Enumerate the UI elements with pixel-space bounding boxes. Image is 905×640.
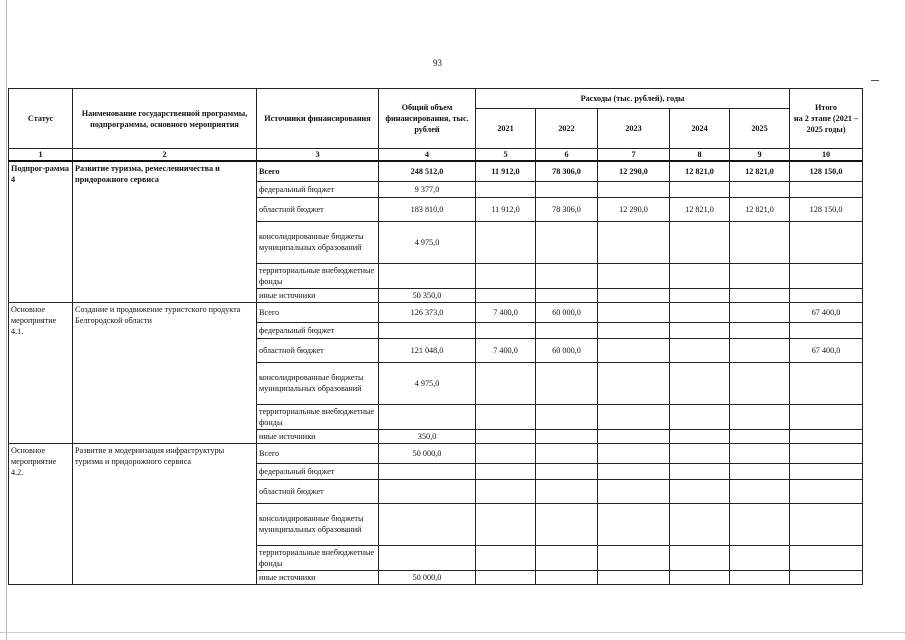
total-cell: 9 377,0: [379, 181, 476, 197]
year-value-cell: [730, 404, 790, 429]
program-name-cell: Развитие и модернизация инфраструктуры туризма и придорожного сервиса: [73, 443, 257, 584]
table-row: [9, 161, 863, 181]
year-value-cell: [730, 545, 790, 570]
total-cell: 350,0: [379, 429, 476, 443]
year-value-cell: [730, 443, 790, 463]
year-value-cell: 7 400,0: [476, 302, 536, 322]
year-value-cell: [536, 181, 598, 197]
scan-edge-bottom: [0, 632, 905, 633]
year-value-cell: [476, 570, 536, 584]
header-year: 2024: [670, 109, 730, 149]
year-value-cell: [730, 181, 790, 197]
column-number: 9: [730, 149, 790, 162]
year-value-cell: [670, 288, 730, 302]
year-value-cell: 12 290,0: [598, 161, 670, 181]
column-number: 4: [379, 149, 476, 162]
itogo-cell: [790, 404, 863, 429]
year-value-cell: [598, 338, 670, 362]
year-value-cell: 12 821,0: [730, 197, 790, 221]
total-cell: 50 350,0: [379, 288, 476, 302]
year-value-cell: [476, 288, 536, 302]
total-cell: [379, 322, 476, 338]
year-value-cell: [598, 322, 670, 338]
status-cell: Подпрог-рамма 4: [9, 161, 73, 302]
source-cell: иные источники: [257, 288, 379, 302]
year-value-cell: [536, 404, 598, 429]
year-value-cell: [598, 570, 670, 584]
year-value-cell: [670, 545, 730, 570]
year-value-cell: [598, 288, 670, 302]
itogo-cell: 67 400,0: [790, 302, 863, 322]
year-value-cell: [536, 570, 598, 584]
year-value-cell: [536, 463, 598, 479]
year-value-cell: 78 306,0: [536, 197, 598, 221]
scan-mark: [871, 80, 879, 81]
header-itogo: [790, 89, 863, 149]
source-cell: консолидированные бюджеты муниципальных образований: [257, 221, 379, 263]
year-value-cell: [670, 479, 730, 503]
source-cell: областной бюджет: [257, 479, 379, 503]
year-value-cell: [670, 362, 730, 404]
year-value-cell: [670, 463, 730, 479]
year-value-cell: [536, 362, 598, 404]
source-cell: федеральный бюджет: [257, 463, 379, 479]
column-number: 8: [670, 149, 730, 162]
itogo-cell: [790, 322, 863, 338]
year-value-cell: [536, 429, 598, 443]
total-cell: 50 000,0: [379, 443, 476, 463]
year-value-cell: [730, 288, 790, 302]
year-value-cell: [476, 322, 536, 338]
header-year: 2023: [598, 109, 670, 149]
year-value-cell: [730, 429, 790, 443]
total-cell: [379, 479, 476, 503]
year-value-cell: [598, 181, 670, 197]
year-value-cell: 60 000,0: [536, 302, 598, 322]
year-value-cell: [730, 338, 790, 362]
year-value-cell: [670, 221, 730, 263]
year-value-cell: 11 912,0: [476, 197, 536, 221]
year-value-cell: [598, 263, 670, 288]
year-value-cell: 12 821,0: [670, 161, 730, 181]
itogo-cell: [790, 288, 863, 302]
source-cell: областной бюджет: [257, 338, 379, 362]
total-cell: [379, 503, 476, 545]
program-name-cell: Создание и продвижение туристского продукта Белгородской области: [73, 302, 257, 443]
year-value-cell: 7 400,0: [476, 338, 536, 362]
header-itogo-title: Итого: [815, 103, 838, 112]
total-cell: [379, 404, 476, 429]
scan-edge-left: [6, 0, 7, 640]
year-value-cell: [598, 463, 670, 479]
year-value-cell: [536, 322, 598, 338]
year-value-cell: [670, 338, 730, 362]
year-value-cell: 78 306,0: [536, 161, 598, 181]
total-cell: 121 048,0: [379, 338, 476, 362]
source-cell: федеральный бюджет: [257, 181, 379, 197]
year-value-cell: [730, 362, 790, 404]
total-cell: 183 810,0: [379, 197, 476, 221]
column-number: 6: [536, 149, 598, 162]
source-cell: иные источники: [257, 429, 379, 443]
column-number: 10: [790, 149, 863, 162]
year-value-cell: [476, 503, 536, 545]
year-value-cell: [670, 429, 730, 443]
year-value-cell: [730, 503, 790, 545]
itogo-cell: [790, 503, 863, 545]
table-row: [9, 443, 863, 463]
year-value-cell: [598, 362, 670, 404]
financing-table: [8, 88, 863, 585]
itogo-cell: 128 150,0: [790, 197, 863, 221]
itogo-cell: [790, 545, 863, 570]
year-value-cell: [670, 263, 730, 288]
year-value-cell: [476, 263, 536, 288]
itogo-cell: [790, 221, 863, 263]
year-value-cell: [476, 479, 536, 503]
year-value-cell: [670, 570, 730, 584]
header-name: Наименование государственной программы, подпрограммы, основного мероприятия: [73, 89, 257, 149]
total-cell: 4 975,0: [379, 221, 476, 263]
year-value-cell: 12 821,0: [670, 197, 730, 221]
year-value-cell: [730, 221, 790, 263]
year-value-cell: [730, 463, 790, 479]
year-value-cell: [730, 302, 790, 322]
source-cell: консолидированные бюджеты муниципальных образований: [257, 362, 379, 404]
itogo-cell: [790, 570, 863, 584]
itogo-cell: 67 400,0: [790, 338, 863, 362]
itogo-cell: [790, 181, 863, 197]
header-expenses: Расходы (тыс. рублей), годы: [476, 89, 790, 109]
year-value-cell: [476, 404, 536, 429]
source-cell: консолидированные бюджеты муниципальных образований: [257, 503, 379, 545]
total-cell: [379, 545, 476, 570]
itogo-cell: [790, 443, 863, 463]
source-cell: территориальные внебюджетные фонды: [257, 545, 379, 570]
header-sources: Источники финансирования: [257, 89, 379, 149]
header-total: Общий объем финансирования, тыс. рублей: [379, 89, 476, 149]
year-value-cell: [598, 443, 670, 463]
header-itogo-sub: на 2 этапе (2021 – 2025 годы): [793, 114, 859, 134]
year-value-cell: 12 821,0: [730, 161, 790, 181]
year-value-cell: [476, 362, 536, 404]
year-value-cell: [536, 221, 598, 263]
year-value-cell: 60 000,0: [536, 338, 598, 362]
year-value-cell: [730, 263, 790, 288]
itogo-cell: [790, 463, 863, 479]
itogo-cell: [790, 263, 863, 288]
year-value-cell: [476, 443, 536, 463]
source-cell: федеральный бюджет: [257, 322, 379, 338]
year-value-cell: [536, 503, 598, 545]
year-value-cell: [476, 181, 536, 197]
year-value-cell: [598, 503, 670, 545]
year-value-cell: [670, 322, 730, 338]
year-value-cell: [730, 479, 790, 503]
itogo-cell: [790, 429, 863, 443]
year-value-cell: [730, 570, 790, 584]
year-value-cell: [670, 404, 730, 429]
total-cell: [379, 463, 476, 479]
year-value-cell: [536, 288, 598, 302]
year-value-cell: [670, 503, 730, 545]
year-value-cell: [476, 463, 536, 479]
year-value-cell: [536, 479, 598, 503]
itogo-cell: [790, 479, 863, 503]
year-value-cell: [598, 479, 670, 503]
year-value-cell: [670, 443, 730, 463]
status-cell: Основное мероприятие 4.1.: [9, 302, 73, 443]
year-value-cell: [670, 302, 730, 322]
column-number: 5: [476, 149, 536, 162]
source-cell: иные источники: [257, 570, 379, 584]
year-value-cell: [536, 443, 598, 463]
year-value-cell: [670, 181, 730, 197]
source-cell: Всего: [257, 161, 379, 181]
source-cell: Всего: [257, 443, 379, 463]
year-value-cell: 11 912,0: [476, 161, 536, 181]
year-value-cell: [476, 429, 536, 443]
source-cell: областной бюджет: [257, 197, 379, 221]
program-name-cell: Развитие туризма, ремесленничества и придорожного сервиса: [73, 161, 257, 302]
total-cell: 248 512,0: [379, 161, 476, 181]
column-number: 7: [598, 149, 670, 162]
total-cell: 126 373,0: [379, 302, 476, 322]
header-status: Статус: [9, 89, 73, 149]
year-value-cell: [598, 429, 670, 443]
year-value-cell: [476, 221, 536, 263]
year-value-cell: [536, 545, 598, 570]
year-value-cell: [598, 221, 670, 263]
source-cell: территориальные внебюджетные фонды: [257, 263, 379, 288]
year-value-cell: [730, 322, 790, 338]
year-value-cell: [536, 263, 598, 288]
year-value-cell: [476, 545, 536, 570]
year-value-cell: 12 290,0: [598, 197, 670, 221]
source-cell: территориальные внебюджетные фонды: [257, 404, 379, 429]
table-row: [9, 302, 863, 322]
source-cell: Всего: [257, 302, 379, 322]
column-number: 2: [73, 149, 257, 162]
itogo-cell: [790, 362, 863, 404]
itogo-cell: 128 150,0: [790, 161, 863, 181]
page-number: 93: [433, 58, 442, 68]
header-year: 2022: [536, 109, 598, 149]
year-value-cell: [598, 302, 670, 322]
year-value-cell: [598, 404, 670, 429]
column-number: 1: [9, 149, 73, 162]
total-cell: 50 000,0: [379, 570, 476, 584]
total-cell: 4 975,0: [379, 362, 476, 404]
total-cell: [379, 263, 476, 288]
status-cell: Основное мероприятие 4.2.: [9, 443, 73, 584]
header-year: 2025: [730, 109, 790, 149]
header-year: 2021: [476, 109, 536, 149]
year-value-cell: [598, 545, 670, 570]
column-number: 3: [257, 149, 379, 162]
